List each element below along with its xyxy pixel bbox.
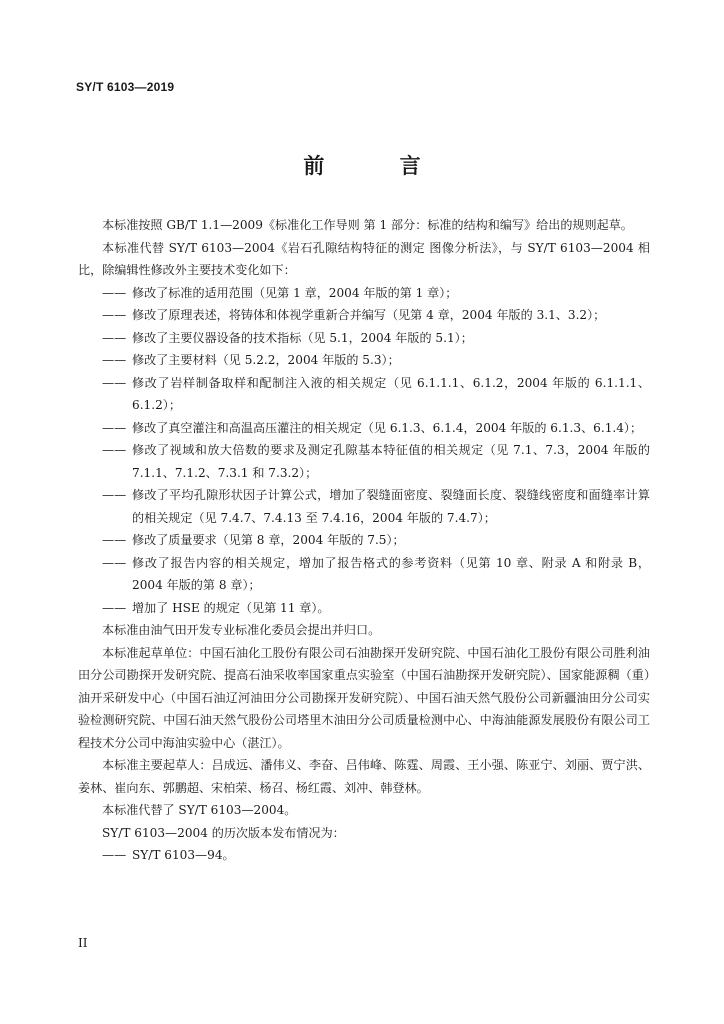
dash-mark: —— — [102, 420, 127, 435]
change-item — [78, 282, 650, 305]
change-text: 修改了主要仪器设备的技术指标（见 5.1，2004 年版的 5.1）； — [132, 330, 473, 345]
foreword-body — [78, 214, 650, 867]
change-text: 修改了平均孔隙形状因子计算公式，增加了裂缝面密度、裂缝面长度、裂缝线密度和面缝率计算的相关规定（见 7.4.7、7.4.13 至 7.4.16，2004 年版的 7.4.7）； — [132, 488, 650, 525]
change-text: 修改了视域和放大倍数的要求及测定孔隙基本特征值的相关规定（见 7.1、7.3，2004 年版的 7.1.1、7.1.2、7.3.1 和 7.3.2）； — [132, 443, 650, 480]
change-item — [78, 529, 650, 552]
paragraph-replaces: 本标准代替了 SY/T 6103—2004。 — [102, 803, 297, 817]
change-text: 修改了质量要求（见第 8 章，2004 年版的 7.5）； — [132, 533, 405, 547]
page-number: II — [78, 936, 88, 950]
paragraph-committee: 本标准由油气田开发专业标准化委员会提出并归口。 — [102, 623, 381, 637]
paragraph-basis: 本标准按照 GB/T 1.1—2009《标准化工作导则 第 1 部分：标准的结构和编写》给出的规则起草。 — [102, 218, 633, 232]
paragraph-history: SY/T 6103—2004 的历次版本发布情况为： — [102, 825, 345, 840]
dash-mark: —— — [102, 353, 127, 367]
standard-code: SY/T 6103—2019 — [76, 80, 175, 94]
dash-mark: —— — [102, 285, 127, 300]
change-item — [78, 372, 650, 417]
history-text: SY/T 6103—94。 — [132, 848, 235, 862]
change-item — [78, 304, 650, 327]
dash-mark: —— — [102, 375, 127, 390]
change-item — [78, 484, 650, 529]
change-item — [78, 417, 650, 440]
change-text: 修改了标准的适用范围（见第 1 章，2004 年版的第 1 章）； — [132, 285, 458, 300]
dash-mark: —— — [102, 848, 127, 862]
dash-mark: —— — [102, 308, 127, 322]
change-text: 修改了真空灌注和高温高压灌注的相关规定（见 6.1.3、6.1.4，2004 年版的 6.1.3、6.1.4）； — [132, 420, 643, 435]
page-title: 前 言 — [303, 154, 455, 178]
paragraph-drafters: 本标准主要起草人：吕成远、潘伟义、李奋、吕伟峰、陈霆、周霞、王小强、陈亚宁、刘丽、贾宁洪、姜林、崔向东、郭鹏超、宋柏荣、杨召、杨红霞、刘冲、韩登林。 — [78, 758, 650, 795]
change-text: 修改了报告内容的相关规定，增加了报告格式的参考资料（见第 10 章、附录 A 和附录 B，2004 年版的第 8 章）； — [132, 555, 650, 592]
changes-list — [78, 282, 650, 620]
change-text: 增加了 HSE 的规定（见第 11 章）。 — [132, 600, 330, 615]
dash-mark: —— — [102, 600, 127, 615]
dash-mark: —— — [102, 555, 127, 570]
change-item — [78, 327, 650, 350]
history-item — [78, 844, 650, 867]
change-text: 修改了主要材料（见 5.2.2，2004 年版的 5.3）； — [132, 353, 400, 367]
paragraph-replacement: 本标准代替 SY/T 6103—2004《岩石孔隙结构特征的测定 图像分析法》，与 SY/T 6103—2004 相比，除编辑性修改外主要技术变化如下： — [78, 240, 650, 277]
change-item — [78, 597, 650, 620]
change-item — [78, 552, 650, 597]
change-item — [78, 349, 650, 372]
change-text: 修改了原理表述，将铸体和体视学重新合并编写（见第 4 章，2004 年版的 3.1、3.2）； — [132, 308, 606, 322]
change-item — [78, 439, 650, 484]
change-text: 修改了岩样制备取样和配制注入液的相关规定（见 6.1.1.1、6.1.2，2004 年版的 6.1.1.1、6.1.2）； — [132, 375, 650, 412]
dash-mark: —— — [102, 330, 127, 345]
dash-mark: —— — [102, 488, 127, 502]
dash-mark: —— — [102, 533, 127, 547]
dash-mark: —— — [102, 443, 127, 457]
paragraph-drafting-units: 本标准起草单位：中国石油化工股份有限公司石油勘探开发研究院、中国石油化工股份有限公司胜利油田分公司勘探开发研究院、提高石油采收率国家重点实验室（中国石油勘探开发研究院）、国家能源稠（重）油开采研发中心（中国石油辽河油田分公司勘探开发研究院）、中国石油天然气股份公司新疆油田分公司实验检测研究院、中国石油天然气股份公司塔里木油田分公司质量检测中心、中海油能源发展股份有限公司工程技术分公司中海油实验中心（湛江）。 — [78, 645, 650, 750]
